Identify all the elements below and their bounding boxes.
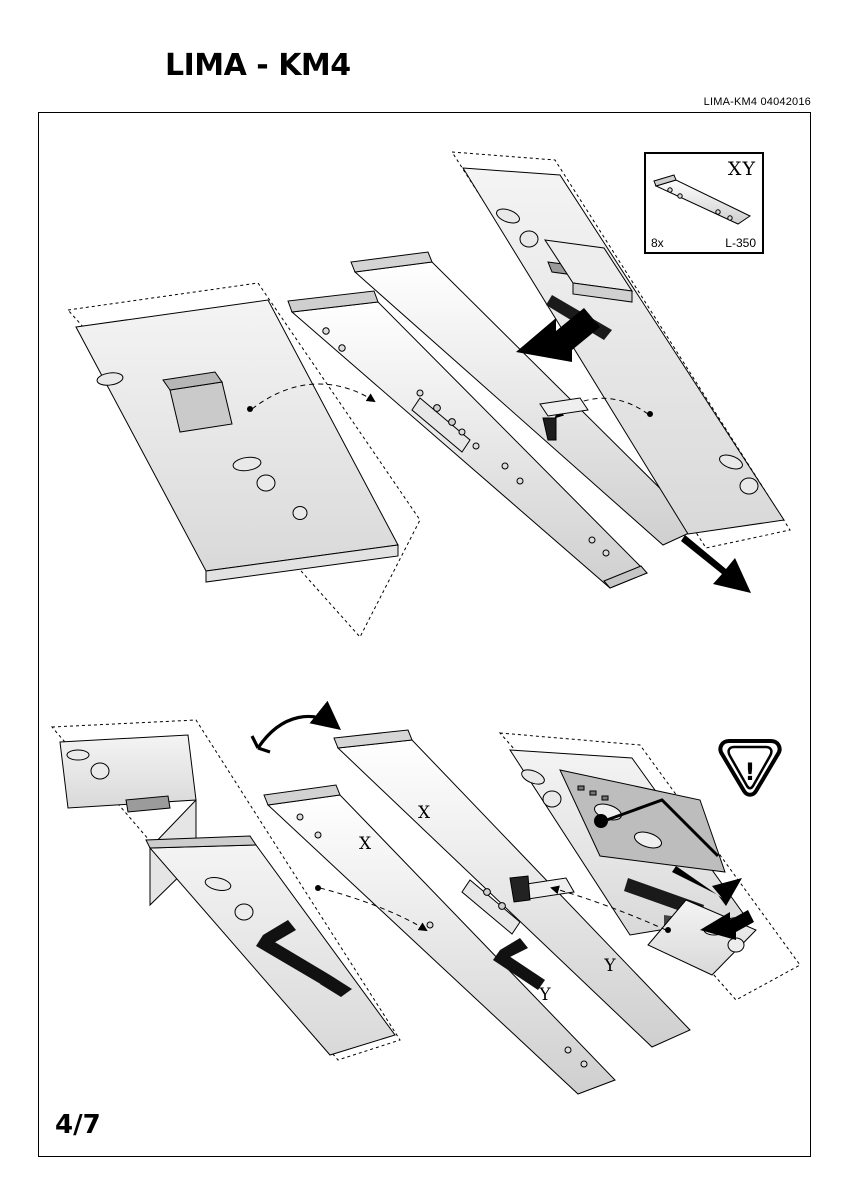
label-y-lower: Y: [539, 985, 551, 1005]
page-number: 4/7: [55, 1110, 101, 1140]
pullout-arrow: [681, 535, 751, 593]
label-x-upper: X: [417, 803, 431, 823]
parts-quantity: 8x: [651, 236, 664, 250]
page-title: LIMA - KM4: [165, 48, 351, 83]
label-y-upper: Y: [604, 956, 616, 976]
flip-arrow-lower: [252, 716, 336, 752]
parts-legend-xy: XY: [727, 158, 756, 180]
document-code: LIMA-KM4 04042016: [703, 96, 811, 108]
drawer-box-left: [60, 735, 395, 1055]
parts-length: L-350: [725, 236, 756, 250]
warning-exclamation: !: [744, 758, 756, 786]
parts-legend-box: [644, 152, 764, 254]
label-x-lower: X: [358, 834, 372, 854]
